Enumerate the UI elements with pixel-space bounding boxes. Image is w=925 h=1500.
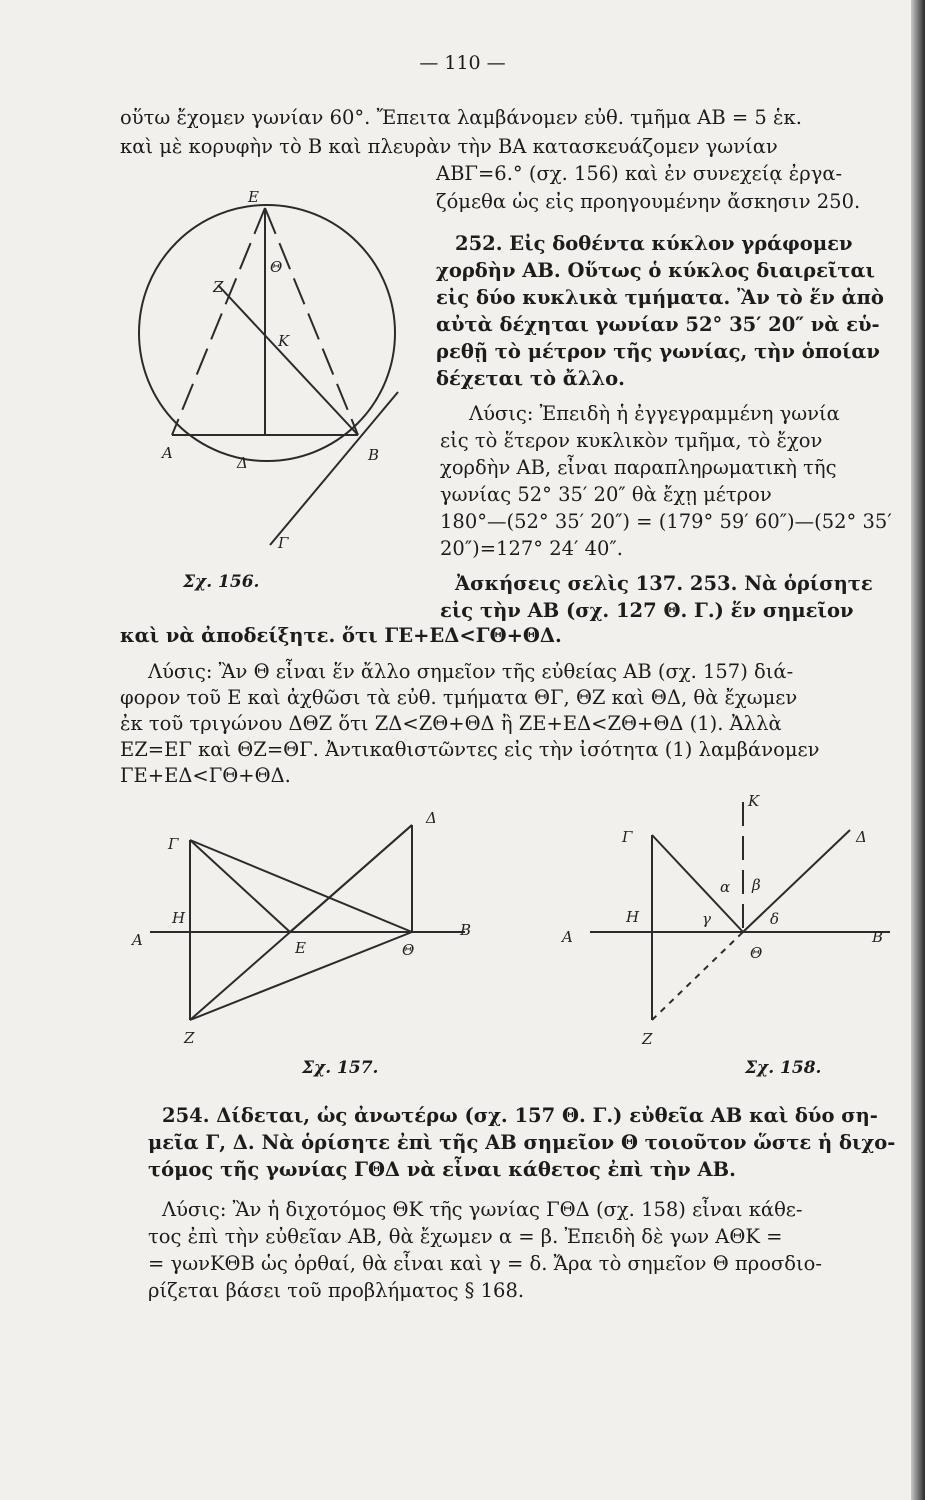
text-line: ζόμεθα ὡς εἰς προηγουμένην ἄσκησιν 250. [436, 190, 861, 213]
fig156-label-z: Ζ [213, 278, 224, 296]
fig157-label-a: Α [132, 931, 143, 949]
fig157-label-z: Ζ [184, 1029, 195, 1047]
fig158-label-h: Η [626, 908, 640, 926]
text-line: τόμος τῆς γωνίας ΓΘΔ νὰ εἶναι κάθετος ἐπὶ τὴν AB. [148, 1158, 736, 1181]
text-line: οὕτω ἔχομεν γωνίαν 60°. Ἔπειτα λαμβάνομεν εὐθ. τμῆμα AB = 5 ἑκ. [120, 106, 802, 129]
text-line: καὶ νὰ ἀποδείξητε. ὅτι ΓΕ+ΕΔ<ΓΘ+ΘΔ. [120, 624, 562, 647]
text-line: 180°—(52° 35′ 20″) = (179° 59′ 60″)—(52° 35′ [440, 510, 892, 533]
fig157-label-theta: Θ [402, 941, 415, 959]
fig156-label-e: Ε [248, 188, 259, 206]
text-line: ΑΒΓ=6.° (σχ. 156) καὶ ἐν συνεχείᾳ ἐργα- [436, 162, 843, 185]
text-line: τος ἐπὶ τὴν εὐθεῖαν AB, θὰ ἔχωμεν α = β. Ἐπειδὴ δὲ γων ΑΘΚ = [148, 1225, 783, 1248]
fig156-caption: Σχ. 156. [183, 572, 260, 592]
text-line: ἐκ τοῦ τριγώνου ΔΘΖ ὅτι ΖΔ<ΖΘ+ΘΔ ἢ ΖΕ+ΕΔ<ΖΘ+ΘΔ (1). Ἀλλὰ [120, 712, 782, 735]
page-edge-shadow [911, 0, 925, 1500]
fig157-caption: Σχ. 157. [302, 1058, 379, 1078]
fig158-label-a: Α [562, 928, 573, 946]
text-line: = γωνΚΘΒ ὡς ὀρθαί, θὰ εἶναι καὶ γ = δ. Ἄρα τὸ σημεῖον Θ προσδιο- [148, 1252, 822, 1275]
text-line: δέχεται τὸ ἄλλο. [436, 367, 625, 390]
text-line: ΓΕ+ΕΔ<ΓΘ+ΘΔ. [120, 764, 291, 787]
text-line: φορον τοῦ Ε καὶ ἀχθῶσι τὰ εὐθ. τμήματα ΘΓ, ΘΖ καὶ ΘΔ, θὰ ἔχωμεν [120, 686, 798, 709]
fig157-label-d: Δ [426, 809, 437, 827]
text-line: γωνίας 52° 35′ 20″ θὰ ἔχῃ μέτρον [440, 483, 772, 506]
fig156-label-g: Γ [278, 534, 289, 552]
fig156-label-b: Β [368, 446, 380, 464]
text-line: ρεθῇ τὸ μέτρον τῆς γωνίας, τὴν ὁποίαν [436, 340, 880, 363]
fig157-label-e: Ε [295, 939, 306, 957]
fig158-label-theta: Θ [750, 944, 763, 962]
text-line: αὐτὰ δέχηται γωνίαν 52° 35′ 20″ νὰ εὑ- [436, 313, 880, 336]
fig156-tangent [270, 392, 398, 545]
fig157-line-ge [190, 840, 290, 932]
fig156-label-theta: Θ [270, 258, 283, 276]
fig158-line-ztheta [652, 932, 743, 1020]
fig158-label-g: Γ [622, 828, 633, 846]
exercise-254: 254. Δίδεται, ὡς ἀνωτέρω (σχ. 157 Θ. Γ.) εὐθεῖα AB καὶ δύο ση- [162, 1104, 878, 1127]
fig158-label-k: Κ [748, 792, 760, 810]
fig157-label-b: Β [460, 921, 472, 939]
text-line: μεῖα Γ, Δ. Νὰ ὁρίσητε ἐπὶ τῆς AB σημεῖον Θ τοιοῦτον ὥστε ἡ διχο- [148, 1131, 896, 1154]
fig156-line-eb [265, 208, 358, 435]
solution-252: Λύσις: Ἐπειδὴ ἡ ἐγγεγραμμένη γωνία [469, 402, 840, 425]
text-line: χορδὴν AB. Οὕτως ὁ κύκλος διαιρεῖται [436, 259, 875, 282]
exercise-252: 252. Εἰς δοθέντα κύκλον γράφομεν [455, 232, 853, 255]
text-line: 20″)=127° 24′ 40″. [440, 537, 623, 560]
fig158-label-beta: β [752, 876, 761, 894]
figure-156 [120, 170, 440, 590]
text-line: εἰς τὸ ἕτερον κυκλικὸν τμῆμα, τὸ ἔχον [440, 429, 823, 452]
text-line: ρίζεται βάσει τοῦ προβλήματος § 168. [148, 1279, 525, 1302]
fig158-label-z: Ζ [642, 1030, 653, 1048]
text-line: εἰς δύο κυκλικὰ τμήματα. Ἂν τὸ ἕν ἀπὸ [436, 286, 884, 309]
text-line: χορδὴν AB, εἶναι παραπληρωματικὴ τῆς [440, 456, 837, 479]
fig158-label-alpha: α [720, 878, 731, 896]
fig156-line-zb [218, 285, 358, 435]
fig156-label-k: Κ [278, 332, 290, 350]
text-line: εἰς τὴν AB (σχ. 127 Θ. Γ.) ἕν σημεῖον [440, 599, 854, 622]
fig157-label-h: Η [172, 909, 186, 927]
fig156-label-d: Δ [237, 454, 248, 472]
text-line: ΕΖ=ΕΓ καὶ ΘΖ=ΘΓ. Ἀντικαθιστῶντες εἰς τὴν ἰσότητα (1) λαμβάνομεν [120, 738, 820, 761]
page-number: — 110 — [419, 52, 506, 74]
fig156-label-a: Α [162, 444, 173, 462]
fig158-caption: Σχ. 158. [745, 1058, 822, 1078]
figure-157 [130, 805, 490, 1045]
fig158-label-delta: δ [770, 910, 780, 928]
fig158-label-d: Δ [856, 828, 867, 846]
fig157-label-g: Γ [168, 835, 179, 853]
fig158-label-b: Β [872, 928, 884, 946]
exercise-253: Ἀσκήσεις σελὶς 137. 253. Νὰ ὁρίσητε [455, 572, 873, 595]
text-line: καὶ μὲ κορυφὴν τὸ B καὶ πλευρὰν τὴν BA κατασκευάζομεν γωνίαν [120, 135, 778, 158]
fig158-label-gamma: γ [702, 910, 711, 928]
figure-158 [560, 790, 900, 1050]
solution-254: Λύσις: Ἂν ἡ διχοτόμος ΘΚ τῆς γωνίας ΓΘΔ (σχ. 158) εἶναι κάθε- [162, 1198, 803, 1221]
solution-253: Λύσις: Ἂν Θ εἶναι ἕν ἄλλο σημεῖον τῆς εὐθείας AB (σχ. 157) διά- [148, 660, 794, 683]
